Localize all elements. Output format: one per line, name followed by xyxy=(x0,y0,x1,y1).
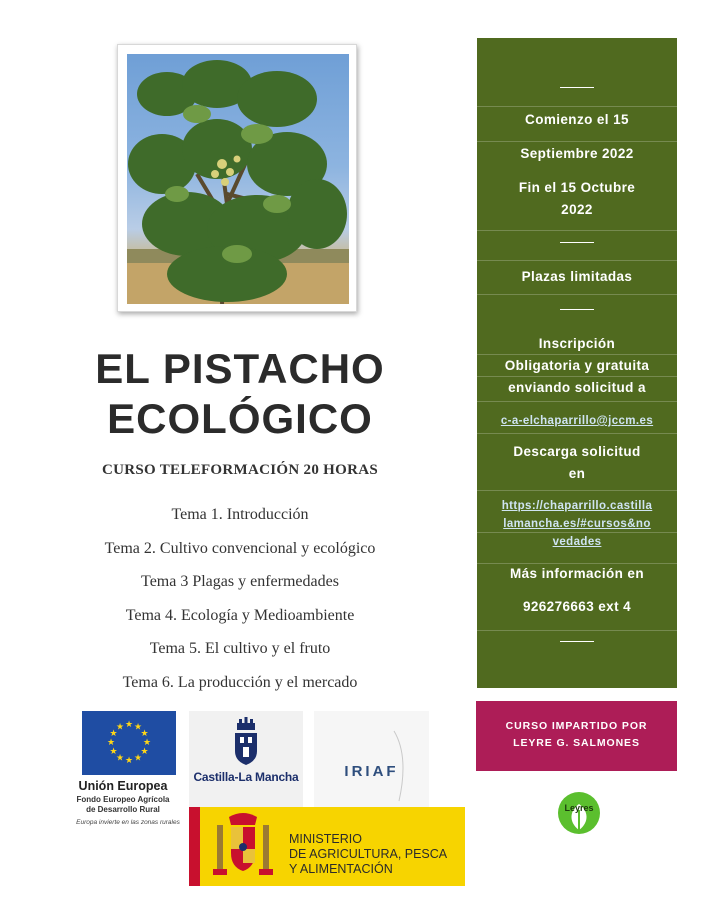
eu-logo xyxy=(70,711,188,831)
iriaf-swoosh-icon xyxy=(314,711,429,807)
course-subtitle: CURSO TELEFORMACIÓN 20 HORAS xyxy=(101,462,379,478)
more-info-label: Más información en xyxy=(510,566,644,581)
svg-text:★: ★ xyxy=(140,747,149,757)
ministry-line-2: DE AGRICULTURA, PESCA xyxy=(289,847,448,861)
topic-item-4: Tema 4. Ecología y Medioambiente xyxy=(125,606,355,624)
topic-item-6: Tema 6. La producción y el mercado xyxy=(122,673,358,691)
download-line-1: Descarga solicitud xyxy=(513,444,641,459)
svg-text:★: ★ xyxy=(142,738,152,748)
separator-dash xyxy=(477,76,677,97)
svg-text:★: ★ xyxy=(106,738,116,748)
eu-fund-line-2: de Desarrollo Rural xyxy=(86,805,160,814)
title-line-2: ECOLÓGICO xyxy=(107,395,373,442)
svg-text:★: ★ xyxy=(115,722,125,733)
start-date-line-1: Comienzo el 15 xyxy=(525,112,629,127)
course-photo-frame xyxy=(117,44,357,312)
separator-dash xyxy=(477,231,677,252)
ministry-line-1: MINISTERIO xyxy=(289,832,362,846)
inscription-line-3: enviando solicitud a xyxy=(508,380,646,395)
eu-fund-line-1: Fondo Europeo Agrícola xyxy=(76,795,170,804)
castilla-la-mancha-logo xyxy=(189,711,303,807)
spain-coat-of-arms-icon xyxy=(205,807,285,886)
topic-item-5: Tema 5. El cultivo y el fruto xyxy=(149,640,331,657)
start-date-line-2: Septiembre 2022 xyxy=(520,146,634,161)
topic-item-1: Tema 1. Introducción xyxy=(171,506,309,523)
svg-text:★: ★ xyxy=(109,729,118,739)
url-link-line-3[interactable]: vedades xyxy=(552,536,602,548)
topic-item-2: Tema 2. Cultivo convencional y ecológico xyxy=(104,539,376,557)
leyres-logo xyxy=(556,790,602,836)
leyres-logo-text: Leyres xyxy=(564,803,594,813)
eu-flag-icon xyxy=(82,711,176,775)
iriaf-name: IRIAF xyxy=(344,763,399,780)
page-title xyxy=(60,344,420,444)
separator-dash xyxy=(477,298,677,319)
castle-crest-icon xyxy=(189,711,303,769)
limited-places: Plazas limitadas xyxy=(521,269,633,284)
topic-list xyxy=(60,498,420,699)
instructor-box xyxy=(476,701,677,771)
svg-text:★: ★ xyxy=(124,756,134,766)
eu-fund xyxy=(70,795,176,815)
pistachio-tree-photo xyxy=(127,54,349,304)
pistachio-tree-icon xyxy=(127,54,349,304)
email-link[interactable]: c-a-elchaparrillo@jccm.es xyxy=(500,415,654,427)
end-date-line-2: 2022 xyxy=(561,202,593,217)
title-line-1: EL PISTACHO xyxy=(95,345,385,392)
email-link-row xyxy=(477,409,677,430)
svg-text:★: ★ xyxy=(133,753,143,764)
course-info-panel xyxy=(477,38,677,688)
svg-text:★: ★ xyxy=(109,747,118,757)
download-line-2: en xyxy=(568,466,586,481)
svg-text:★: ★ xyxy=(115,753,125,764)
url-link[interactable] xyxy=(477,497,677,551)
ministry-name xyxy=(289,832,464,877)
svg-text:★: ★ xyxy=(133,722,143,733)
phone-number: 926276663 ext 4 xyxy=(522,599,632,614)
svg-text:★: ★ xyxy=(124,720,134,730)
inscription-line-2: Obligatoria y gratuita xyxy=(504,358,650,373)
leyres-leaf-icon xyxy=(556,790,602,836)
ministry-logo xyxy=(189,807,465,886)
url-link-line-2[interactable]: lamancha.es/#cursos&no xyxy=(503,518,651,530)
svg-text:★: ★ xyxy=(140,729,149,739)
topic-item-3: Tema 3 Plagas y enfermedades xyxy=(141,573,339,590)
inscription-line-1: Inscripción xyxy=(538,336,616,351)
separator-dash xyxy=(477,630,677,651)
ministry-line-3: Y ALIMENTACIÓN xyxy=(289,862,393,876)
clm-name: Castilla-La Mancha xyxy=(193,770,299,784)
iriaf-logo xyxy=(314,711,429,807)
end-date-line-1: Fin el 15 Octubre xyxy=(518,180,636,195)
eu-name: Unión Europea xyxy=(78,779,168,793)
url-link-line-1[interactable]: https://chaparrillo.castilla xyxy=(501,500,653,512)
instructor-label: CURSO IMPARTIDO POR xyxy=(505,720,648,732)
eu-tagline: Europa invierte en las zonas rurales xyxy=(76,819,180,826)
instructor-name: LEYRE G. SALMONES xyxy=(513,737,640,749)
